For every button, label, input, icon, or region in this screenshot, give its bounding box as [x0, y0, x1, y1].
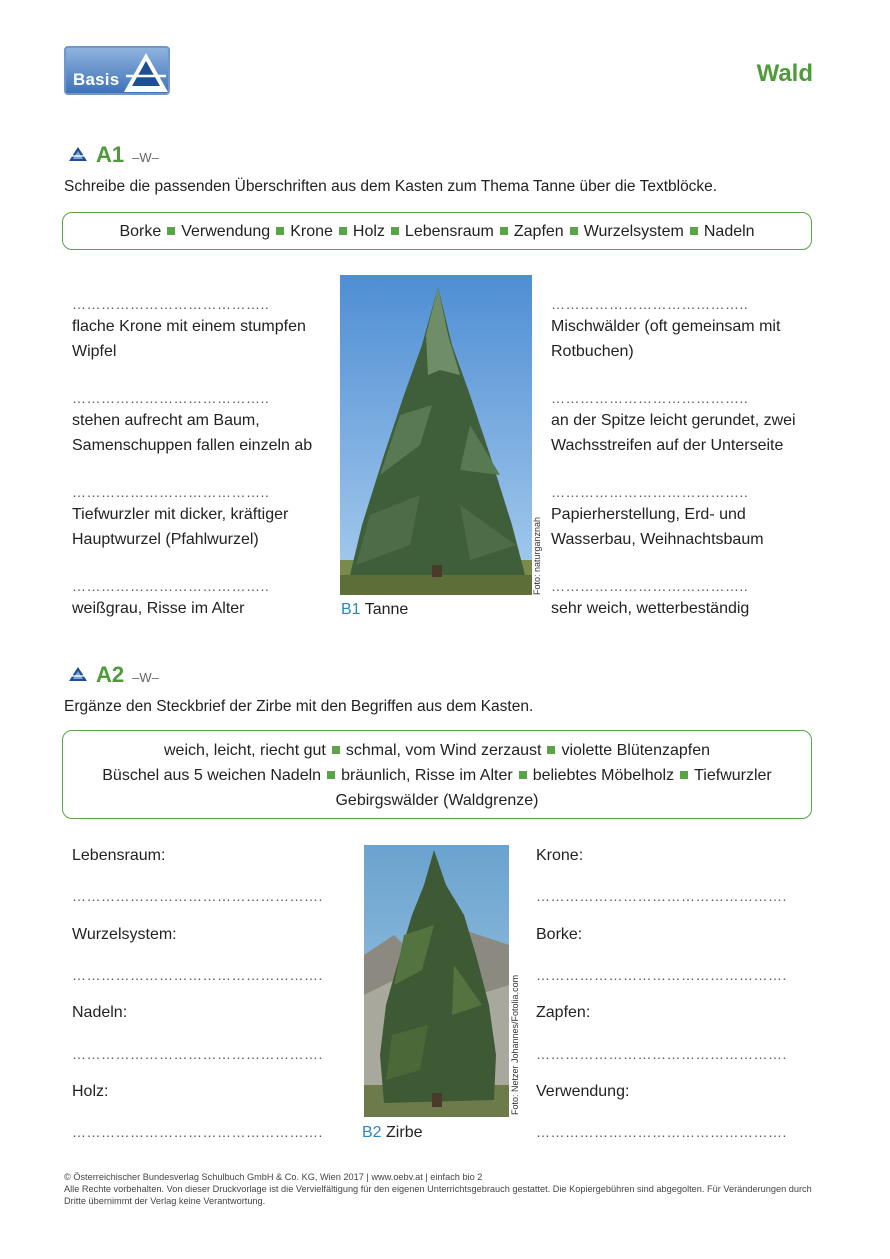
- b1-caption-text: Tanne: [364, 601, 409, 618]
- answer-line[interactable]: …………………………………..: [551, 578, 749, 594]
- word-item: Tiefwurzler: [694, 767, 772, 784]
- square-bullet-icon: [547, 746, 555, 754]
- block-text: weißgrau, Risse im Alter: [72, 600, 245, 617]
- b2-photo-credit: Foto: Netzer Johannes/Fotolia.com: [510, 974, 520, 1115]
- block-text: flache Krone mit einem stumpfen: [72, 318, 306, 335]
- field-label-lebensraum: Lebensraum:: [72, 847, 166, 864]
- a1-left-block-3: [72, 482, 322, 552]
- square-bullet-icon: [327, 771, 335, 779]
- a1-right-block-3: [551, 482, 811, 552]
- block-text: Papierherstellung, Erd- und: [551, 506, 746, 523]
- b1-photo-credit: Foto: naturganznah: [532, 516, 542, 595]
- answer-line[interactable]: …………………………………..: [72, 390, 270, 406]
- block-text: Wasserbau, Weihnachtsbaum: [551, 531, 764, 548]
- word-item: schmal, vom Wind zerzaust: [345, 742, 542, 759]
- page-title: Wald: [756, 60, 813, 87]
- word-item: Zapfen: [513, 223, 564, 240]
- answer-line[interactable]: …………………………………..: [72, 484, 270, 500]
- square-bullet-icon: [519, 771, 527, 779]
- task-a2-instruction: Ergänze den Steckbrief der Zirbe mit den Begriffen aus dem Kasten.: [64, 698, 534, 715]
- word-item: violette Blütenzapfen: [561, 742, 710, 759]
- a1-right-block-4: [551, 576, 811, 621]
- field-label-verwendung: Verwendung:: [536, 1083, 630, 1100]
- word-item: Holz: [352, 223, 385, 240]
- block-text: Tiefwurzler mit dicker, kräftiger: [72, 506, 289, 523]
- copyright-footer: [64, 1171, 824, 1207]
- answer-line[interactable]: …………………………………………….: [72, 1046, 323, 1062]
- field-label-wurzelsystem: Wurzelsystem:: [72, 926, 177, 943]
- footer-line: © Österreichischer Bundesverlag Schulbuch GmbH & Co. KG, Wien 2017 | www.oebv.at | einfach bio 2: [64, 1172, 483, 1182]
- b1-caption: [341, 601, 408, 619]
- task-a1-header: [68, 142, 159, 168]
- word-item: Büschel aus 5 weichen Nadeln: [102, 767, 322, 784]
- level-triangle-icon: [68, 666, 88, 682]
- a1-left-block-4: [72, 576, 322, 621]
- word-item: weich, leicht, riecht gut: [163, 742, 326, 759]
- square-bullet-icon: [276, 227, 284, 235]
- a2-word-box: [62, 730, 812, 819]
- field-label-borke: Borke:: [536, 926, 583, 943]
- field-label-krone: Krone:: [536, 847, 584, 864]
- word-item: Wurzelsystem: [583, 223, 684, 240]
- block-text: sehr weich, wetterbeständig: [551, 600, 750, 617]
- square-bullet-icon: [391, 227, 399, 235]
- block-text: an der Spitze leicht gerundet, zwei: [551, 412, 796, 429]
- word-item: bräunlich, Risse im Alter: [341, 767, 513, 784]
- word-item: Gebirgswälder (Waldgrenze): [335, 792, 539, 809]
- task-a2-tag: –W–: [132, 670, 159, 685]
- task-a1-number: A1: [96, 142, 125, 167]
- word-item: Verwendung: [181, 223, 271, 240]
- square-bullet-icon: [167, 227, 175, 235]
- field-label-zapfen: Zapfen:: [536, 1004, 591, 1021]
- b2-caption: [362, 1124, 422, 1142]
- a1-right-block-2: [551, 388, 811, 458]
- b2-caption-text: Zirbe: [386, 1124, 423, 1141]
- task-a1-instruction: Schreibe die passenden Überschriften aus dem Kasten zum Thema Tanne über die Textblöcke.: [64, 178, 718, 195]
- block-text: Wipfel: [72, 343, 117, 360]
- answer-line[interactable]: …………………………………..: [551, 484, 749, 500]
- block-text: stehen aufrecht am Baum,: [72, 412, 260, 429]
- a1-word-box: [62, 212, 812, 250]
- field-label-nadeln: Nadeln:: [72, 1004, 128, 1021]
- answer-line[interactable]: …………………………………………….: [536, 888, 787, 904]
- block-text: Samenschuppen fallen einzeln ab: [72, 437, 313, 454]
- square-bullet-icon: [690, 227, 698, 235]
- word-item: Borke: [119, 223, 162, 240]
- word-item: beliebtes Möbelholz: [532, 767, 675, 784]
- square-bullet-icon: [570, 227, 578, 235]
- b1-label: B1: [341, 601, 361, 618]
- footer-line: Alle Rechte vorbehalten. Von dieser Druckvorlage ist die Vervielfältigung für den eigenen Unterrichtsgebrauch gestattet. Die Kopiergebühren sind abgegolten. Für Veränderungen durch Dritte übernimmt der Verlag keine Verantwortung.: [64, 1184, 812, 1206]
- answer-line[interactable]: …………………………………………….: [72, 967, 323, 983]
- field-label-holz: Holz:: [72, 1083, 109, 1100]
- answer-line[interactable]: …………………………………………….: [536, 1046, 787, 1062]
- square-bullet-icon: [332, 746, 340, 754]
- answer-line[interactable]: …………………………………………….: [536, 967, 787, 983]
- square-bullet-icon: [500, 227, 508, 235]
- answer-line[interactable]: …………………………………………….: [72, 1124, 323, 1140]
- b2-label: B2: [362, 1124, 382, 1141]
- answer-line[interactable]: …………………………………..: [72, 578, 270, 594]
- word-line: [63, 763, 811, 788]
- word-item: Krone: [290, 223, 333, 240]
- a1-left-block-1: [72, 294, 322, 364]
- square-bullet-icon: [339, 227, 347, 235]
- answer-line[interactable]: …………………………………..: [72, 296, 270, 312]
- a1-right-block-1: [551, 294, 811, 364]
- stone-pine-photo: [364, 845, 509, 1117]
- basis-logo: [64, 46, 170, 95]
- answer-line[interactable]: …………………………………..: [551, 390, 749, 406]
- task-a2-number: A2: [96, 662, 125, 687]
- level-triangle-icon: [68, 146, 88, 162]
- fir-tree-photo: [340, 275, 532, 595]
- word-line: [63, 788, 811, 813]
- block-text: Mischwälder (oft gemeinsam mit: [551, 318, 781, 335]
- word-item: Nadeln: [703, 223, 755, 240]
- square-bullet-icon: [680, 771, 688, 779]
- block-text: Wachsstreifen auf der Unterseite: [551, 437, 784, 454]
- block-text: Hauptwurzel (Pfahlwurzel): [72, 531, 259, 548]
- answer-line[interactable]: …………………………………..: [551, 296, 749, 312]
- a1-left-block-2: [72, 388, 322, 458]
- word-item: Lebensraum: [404, 223, 494, 240]
- word-line: [63, 738, 811, 763]
- logo-label: Basis: [73, 70, 120, 89]
- level-triangle-icon: [122, 50, 170, 94]
- answer-line[interactable]: …………………………………………….: [72, 888, 323, 904]
- answer-line[interactable]: …………………………………………….: [536, 1124, 787, 1140]
- task-a1-tag: –W–: [132, 150, 159, 165]
- block-text: Rotbuchen): [551, 343, 634, 360]
- task-a2-header: [68, 662, 159, 688]
